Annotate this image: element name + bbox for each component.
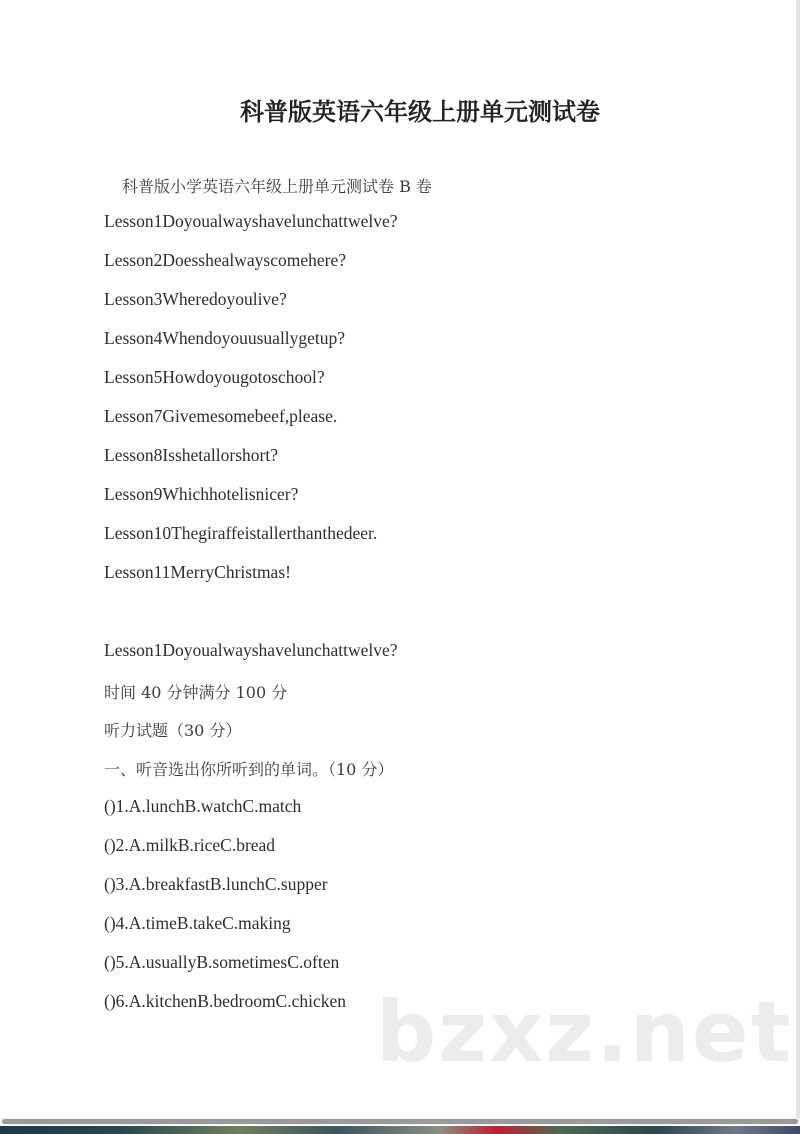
- document-subtitle: 科普版小学英语六年级上册单元测试卷 B 卷: [122, 177, 432, 196]
- question-item: ()3.A.breakfastB.lunchC.supper: [104, 874, 328, 894]
- question-item: ()5.A.usuallyB.sometimesC.often: [104, 952, 340, 972]
- lesson-list-item: Lesson3Wheredoyoulive?: [104, 289, 287, 309]
- question-item: ()6.A.kitchenB.bedroomC.chicken: [104, 991, 347, 1011]
- watermark: bzxz.net: [376, 983, 793, 1081]
- lesson-list-item: Lesson9Whichhotelisnicer?: [104, 484, 299, 504]
- horizontal-scrollbar-thumb[interactable]: [2, 1119, 798, 1124]
- document-title: 科普版英语六年级上册单元测试卷: [240, 98, 600, 126]
- lesson-list-item: Lesson4Whendoyouusuallygetup?: [104, 328, 346, 348]
- lesson-list-item: Lesson7Givemesomebeef,please.: [104, 406, 338, 426]
- part-one-instruction: 一、听音选出你所听到的单词。（10 分）: [104, 760, 394, 779]
- question-item: ()1.A.lunchB.watchC.match: [104, 796, 302, 816]
- lesson-list-item: Lesson1Doyoualwayshavelunchattwelve?: [104, 211, 398, 231]
- background-image-strip: [0, 1126, 800, 1134]
- question-item: ()2.A.milkB.riceC.bread: [104, 835, 276, 855]
- listening-title: 听力试题（30 分）: [104, 721, 242, 740]
- lesson-list-item: Lesson2Doesshealwayscomehere?: [104, 250, 346, 270]
- question-item: ()4.A.timeB.takeC.making: [104, 913, 291, 933]
- lesson-list-item: Lesson8Isshetallorshort?: [104, 445, 278, 465]
- lesson-list-item: Lesson5Howdoyougotoschool?: [104, 367, 325, 387]
- lesson-list-item: Lesson10Thegiraffeistallerthanthedeer.: [104, 523, 378, 543]
- section-heading: Lesson1Doyoualwayshavelunchattwelve?: [104, 640, 398, 660]
- time-info: 时间 40 分钟满分 100 分: [104, 683, 288, 702]
- lesson-list-item: Lesson11MerryChristmas!: [104, 562, 291, 582]
